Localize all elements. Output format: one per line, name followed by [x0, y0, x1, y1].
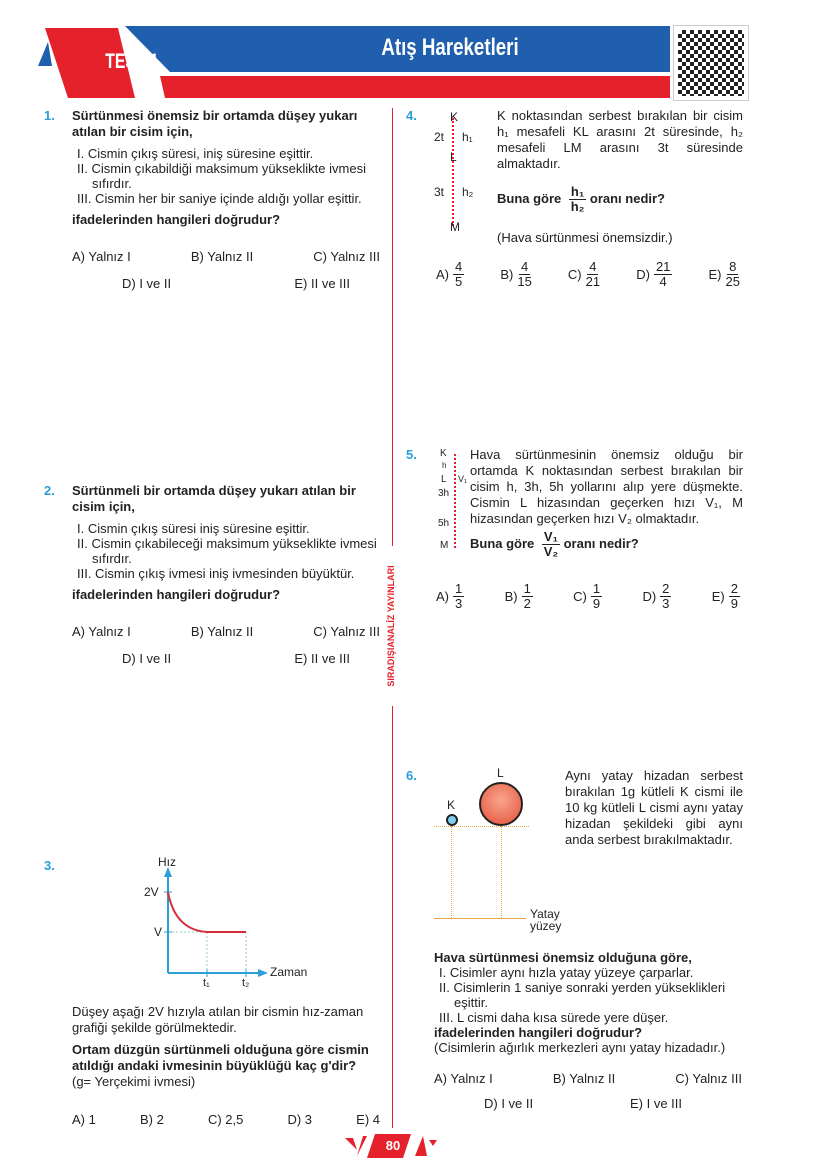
- statement: I. Cismin çıkış süresi iniş süresine eşittir.: [77, 521, 310, 536]
- option-letter: C): [573, 589, 587, 604]
- options: [436, 582, 740, 611]
- ball-l: [479, 782, 523, 826]
- velocity-curve: [168, 892, 246, 932]
- surface-label: Yatay yüzey: [530, 907, 562, 933]
- denominator: 3: [662, 596, 670, 611]
- statement: II. Cismin çıkabildiği maksimum yükseklikte ivmesi sıfırdır.: [77, 161, 366, 191]
- qr-code[interactable]: [674, 26, 748, 100]
- option-b[interactable]: [505, 582, 533, 611]
- numerator: 8: [729, 259, 737, 274]
- question-number: 6.: [406, 768, 417, 783]
- fall-path: [452, 118, 454, 226]
- point-m: M: [450, 220, 460, 234]
- option-d[interactable]: D) I ve II: [122, 276, 172, 291]
- question-prompt: ifadelerinden hangileri doğrudur?: [72, 212, 281, 227]
- publisher-vertical: SIRADIŞIANALİZ YAYINLARI: [386, 546, 398, 706]
- prompt-post: oranı nedir?: [563, 535, 639, 551]
- option-letter: C): [567, 267, 582, 282]
- question-text: Düşey aşağı 2V hızıyla atılan bir cismin hız-zaman grafiği şekilde görülmektedir.: [72, 1004, 364, 1035]
- y-tick-label: V: [154, 925, 163, 939]
- numerator: 4: [589, 259, 597, 274]
- numerator: 1: [455, 581, 463, 596]
- option-b[interactable]: B) Yalnız II: [190, 249, 254, 264]
- statement: II. Cismin çıkabileceği maksimum yükseklikte ivmesi sıfırdır.: [77, 536, 377, 566]
- prompt-post: oranı nedir?: [589, 190, 665, 206]
- option-letter: D): [642, 589, 657, 604]
- question-number: 4.: [406, 108, 417, 123]
- option-e[interactable]: E) II ve III: [294, 276, 350, 291]
- numerator: 2: [730, 581, 738, 596]
- falling-balls-figure: [434, 766, 564, 936]
- ratio-fraction: [569, 185, 586, 214]
- option-c[interactable]: C) Yalnız III: [313, 624, 380, 639]
- statement: III. Cismin her bir saniye içinde aldığı yollar eşittir.: [77, 191, 362, 206]
- option-b[interactable]: B) Yalnız II: [552, 1071, 616, 1086]
- question-prompt: Ortam düzgün sürtünmeli olduğuna göre cismin atıldığı andaki ivmesinin büyüklüğü kaç g'dir?: [72, 1042, 369, 1073]
- time-label: 3t: [434, 185, 445, 199]
- height-label: 5h: [438, 518, 450, 529]
- option-b[interactable]: B) 2: [139, 1112, 164, 1127]
- question-number: 1.: [44, 108, 55, 123]
- option-a[interactable]: A) Yalnız I: [434, 1071, 493, 1086]
- ground-line: [434, 918, 526, 919]
- option-b[interactable]: [500, 260, 531, 289]
- option-fraction: [453, 582, 464, 611]
- question-number: 5.: [406, 447, 417, 462]
- option-b[interactable]: B) Yalnız II: [190, 624, 254, 639]
- ratio-fraction: [542, 530, 560, 559]
- question-prompt: ifadelerinden hangileri doğrudur?: [72, 587, 281, 602]
- option-c[interactable]: C) Yalnız III: [313, 249, 380, 264]
- x-axis-label: Zaman: [270, 965, 308, 979]
- page-number: 80: [385, 1138, 401, 1153]
- denominator: 15: [517, 274, 532, 289]
- page-title: Atış Hareketleri: [381, 34, 519, 61]
- denominator: 9: [730, 596, 738, 611]
- denominator: 25: [725, 274, 740, 289]
- numerator: 21: [655, 259, 671, 274]
- kl-m-figure: [434, 110, 494, 234]
- option-e[interactable]: E) II ve III: [294, 651, 350, 666]
- height-label: h₁: [462, 130, 473, 144]
- header: [0, 0, 828, 100]
- option-fraction: [660, 582, 671, 611]
- denominator: 5: [455, 274, 463, 289]
- fall-path: [454, 454, 456, 548]
- option-letter: E): [711, 589, 725, 604]
- denominator: 2: [523, 596, 531, 611]
- option-e[interactable]: E) I ve III: [629, 1096, 682, 1111]
- page-footer: [345, 1130, 445, 1160]
- y-axis-label: Hız: [158, 855, 176, 869]
- option-fraction: [591, 582, 602, 611]
- khm-figure: [436, 448, 470, 558]
- numerator: 1: [592, 581, 601, 596]
- question-prompt: [470, 530, 639, 559]
- option-fraction: [726, 260, 740, 289]
- height-label: 3h: [438, 488, 450, 499]
- point-m: M: [440, 540, 449, 551]
- prompt-pre: Buna göre: [497, 190, 562, 206]
- denominator: 4: [659, 274, 667, 289]
- option-d[interactable]: D) I ve II: [122, 651, 172, 666]
- y-tick-label: 2V: [144, 885, 159, 899]
- option-e[interactable]: E) 4: [356, 1112, 380, 1127]
- height-label: h: [442, 461, 447, 470]
- option-d[interactable]: [642, 582, 671, 611]
- question-note: (Cisimlerin ağırlık merkezleri aynı yatay hizadadır.): [434, 1040, 726, 1055]
- release-level: [434, 826, 529, 827]
- option-letter: E): [708, 267, 722, 282]
- question-1: [72, 108, 380, 291]
- question-3: [72, 1004, 380, 1127]
- option-e[interactable]: [712, 582, 740, 611]
- option-letter: B): [504, 589, 518, 604]
- option-c[interactable]: [573, 582, 602, 611]
- question-text: Hava sürtünmesinin önemsiz olduğu bir ortamda K noktasından serbest bırakılan bir cisim h, 3h, 5h yollarını alıp yere düşmekte. Cismin L hizasından geçerken hızı V₁, M hizasından geçerken hızı V₂ olmaktadır.: [470, 447, 743, 526]
- question-stem: Hava sürtünmesi önemsiz olduğuna göre,: [434, 950, 692, 965]
- option-fraction: [729, 582, 740, 611]
- option-a[interactable]: [436, 260, 464, 289]
- velocity-time-graph: [130, 855, 330, 989]
- numerator: V₁: [543, 529, 558, 544]
- question-stem: Sürtünmeli bir ortamda düşey yukarı atılan bir cisim için,: [72, 483, 356, 514]
- point-k: K: [450, 110, 459, 124]
- option-a[interactable]: A) Yalnız I: [72, 624, 131, 639]
- prompt-pre: Buna göre: [470, 535, 535, 551]
- question-number: 2.: [44, 483, 55, 498]
- statement: I. Cismin çıkış süresi, iniş süresine eşittir.: [77, 146, 314, 161]
- option-letter: A): [436, 267, 449, 282]
- denominator: h₂: [570, 199, 585, 214]
- point-l: L: [441, 474, 447, 485]
- question-note: (g= Yerçekimi ivmesi): [72, 1074, 196, 1089]
- option-fraction: [517, 260, 531, 289]
- numerator: 2: [662, 581, 670, 596]
- question-note: (Hava sürtünmesi önemsizdir.): [497, 230, 673, 245]
- statement: II. Cisimlerin 1 saniye sonraki yerden yükseklikleri eşittir.: [439, 980, 726, 1010]
- option-c[interactable]: [568, 260, 600, 289]
- denominator: V₂: [543, 544, 559, 559]
- question-prompt: [497, 185, 665, 214]
- statement: I. Cisimler aynı hızla yatay yüzeye çarparlar.: [439, 965, 694, 980]
- option-d[interactable]: D) 3: [287, 1112, 313, 1127]
- option-letter: B): [500, 267, 514, 282]
- question-number: 3.: [44, 858, 55, 873]
- denominator: 21: [585, 274, 601, 289]
- velocity-label: V₁: [458, 474, 468, 484]
- question-prompt: ifadelerinden hangileri doğrudur?: [434, 1025, 643, 1040]
- time-label: 2t: [434, 130, 445, 144]
- option-letter: A): [436, 589, 449, 604]
- options: [436, 260, 740, 289]
- test-label: TEST 1: [105, 50, 159, 73]
- option-c[interactable]: C) Yalnız III: [675, 1071, 742, 1086]
- option-d[interactable]: D) I ve II: [484, 1096, 534, 1111]
- option-e[interactable]: [709, 260, 740, 289]
- statement: III. Cismin çıkış ivmesi iniş ivmesinden büyüktür.: [77, 566, 355, 581]
- denominator: 9: [592, 596, 601, 611]
- option-a[interactable]: A) 1: [72, 1112, 96, 1127]
- numerator: h₁: [570, 184, 585, 199]
- question-stem: Sürtünmesi önemsiz bir ortamda düşey yukarı atılan bir cisim için,: [72, 108, 358, 139]
- x-tick-label: t₂: [242, 977, 250, 989]
- point-l: L: [450, 150, 457, 164]
- question-6: [434, 950, 742, 1111]
- numerator: 4: [455, 259, 463, 274]
- question-text: K noktasından serbest bırakılan bir cisim h₁ mesafeli KL arasını 2t süresinde, h₂ mesafeli LM arasını 3t süresinde almaktadır.: [497, 108, 743, 171]
- option-a[interactable]: A) Yalnız I: [72, 249, 131, 264]
- ball-k: [446, 814, 458, 826]
- option-fraction: [586, 260, 600, 289]
- numerator: 1: [523, 581, 531, 596]
- k-drop-line: [451, 826, 452, 918]
- question-text: Aynı yatay hizadan serbest bırakılan 1g kütleli K cismi ile 10 kg kütleli L cismi aynı yatay hizadan şekildeki gibi aynı anda serbest bırakılmaktadır.: [565, 768, 743, 847]
- option-c[interactable]: C) 2,5: [207, 1112, 244, 1127]
- option-a[interactable]: [436, 582, 464, 611]
- x-tick-label: t₁: [203, 977, 210, 989]
- option-fraction: [453, 260, 464, 289]
- l-drop-line: [501, 826, 502, 918]
- statement: III. L cismi daha kısa sürede yere düşer.: [439, 1010, 669, 1025]
- height-label: h₂: [462, 185, 474, 199]
- numerator: 4: [520, 259, 529, 274]
- point-k: K: [440, 448, 447, 459]
- question-2: [72, 483, 380, 666]
- ball-l-label: L: [497, 766, 504, 780]
- option-fraction: [522, 582, 533, 611]
- ball-k-label: K: [447, 798, 456, 812]
- option-d[interactable]: [636, 260, 672, 289]
- option-fraction: [654, 260, 672, 289]
- option-letter: D): [636, 267, 650, 282]
- denominator: 3: [455, 596, 463, 611]
